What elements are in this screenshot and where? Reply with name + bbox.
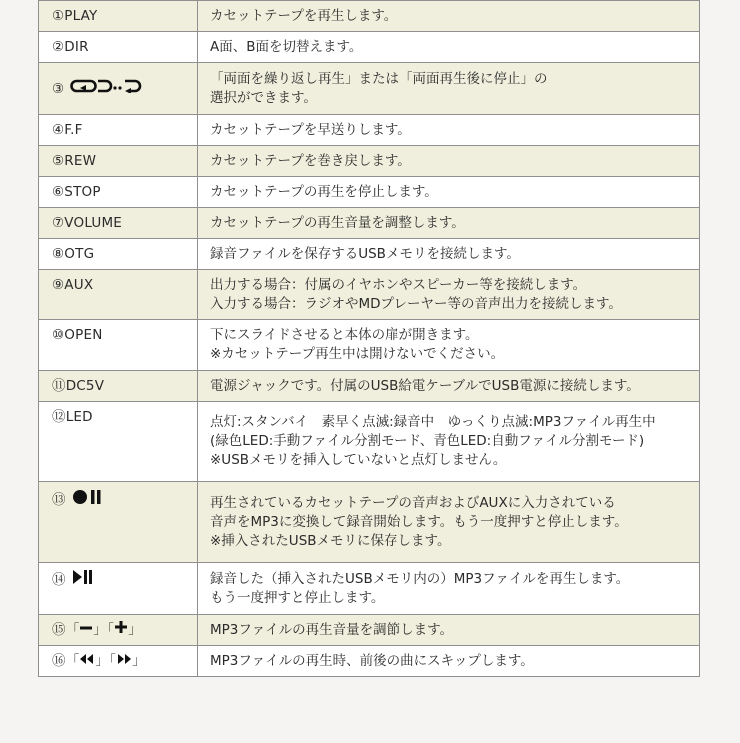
row-label: ⑯ (52, 652, 66, 669)
row-label: ⑥STOP (39, 177, 198, 208)
row-label: ②DIR (39, 32, 198, 63)
row-description: 「両面を繰り返し再生」または「両面再生後に停止」の 選択ができます。 (198, 63, 700, 115)
row-description: 点灯:スタンバイ 素早く点滅:録音中 ゆっくり点滅:MP3ファイル再生中 (緑色LED:手動ファイル分割モード、青色LED:自動ファイル分割モード) ※USBメモリを挿入していないと点灯しません。 (198, 402, 700, 482)
row-label-cell (39, 646, 198, 677)
row-label-cell (39, 63, 198, 115)
table-row (39, 371, 700, 402)
row-label: ⑭ (52, 572, 66, 588)
table-row (39, 482, 700, 563)
minus-icon (79, 622, 93, 638)
function-table (38, 0, 700, 677)
table-row (39, 239, 700, 270)
row-description: 下にスライドさせると本体の扉が開きます。 ※カセットテープ再生中は開けないでください。 (198, 320, 700, 371)
row-description: MP3ファイルの再生時、前後の曲にスキップします。 (198, 646, 700, 677)
table-row (39, 320, 700, 371)
table-row (39, 615, 700, 646)
play-pause-icon (72, 569, 94, 591)
table-row (39, 208, 700, 239)
previous-track-icon (79, 653, 95, 669)
row-label-cell (39, 615, 198, 646)
row-label: ⑬ (52, 492, 66, 508)
plus-icon (114, 622, 128, 638)
record-pause-icon (72, 488, 104, 512)
table-row (39, 402, 700, 482)
row-label: ⑤REW (39, 146, 198, 177)
row-description: A面、B面を切替えます。 (198, 32, 700, 63)
row-label: ⑨AUX (39, 270, 198, 320)
table-row (39, 563, 700, 615)
row-description: 録音ファイルを保存するUSBメモリを接続します。 (198, 239, 700, 270)
bracket-open: 「 (65, 622, 80, 638)
next-track-icon (116, 653, 132, 669)
row-label: ⑦VOLUME (39, 208, 198, 239)
bracket-open: 「 (109, 652, 117, 669)
row-label: ⑮ (52, 622, 66, 638)
row-description: 録音した（挿入されたUSBメモリ内の）MP3ファイルを再生します。 もう一度押すと停止します。 (198, 563, 700, 615)
row-description: カセットテープの再生音量を調整します。 (198, 208, 700, 239)
table-row (39, 146, 700, 177)
loop-reverse-icon (70, 79, 146, 99)
table-row (39, 177, 700, 208)
row-label-cell (39, 563, 198, 615)
row-description: カセットテープを早送りします。 (198, 115, 700, 146)
row-description: MP3ファイルの再生音量を調節します。 (198, 615, 700, 646)
table-row (39, 646, 700, 677)
bracket-close: 」 (93, 622, 108, 638)
row-description: 電源ジャックです。付属のUSB給電ケーブルでUSB電源に接続します。 (198, 371, 700, 402)
table-row (39, 32, 700, 63)
bracket-close: 」 (95, 652, 110, 669)
row-label: ⑫LED (39, 402, 198, 482)
row-label-cell (39, 482, 198, 563)
row-description: カセットテープを巻き戻します。 (198, 146, 700, 177)
bracket-open: 「 (65, 652, 80, 669)
table-row (39, 1, 700, 32)
bracket-open: 「 (107, 622, 115, 638)
table-row (39, 115, 700, 146)
row-description: 再生されているカセットテープの音声およびAUXに入力されている 音声をMP3に変換して録音開始します。もう一度押すと停止します。 ※挿入されたUSBメモリに保存します。 (198, 482, 700, 563)
table-row (39, 270, 700, 320)
row-label: ④F.F (39, 115, 198, 146)
bracket-close: 」 (128, 622, 142, 638)
row-label: ③ (52, 80, 65, 97)
row-label: ⑩OPEN (39, 320, 198, 371)
row-label: ①PLAY (39, 1, 198, 32)
table-row (39, 63, 700, 115)
row-label: ⑪DC5V (39, 371, 198, 402)
row-description: カセットテープの再生を停止します。 (198, 177, 700, 208)
row-description: 出力する場合：付属のイヤホンやスピーカー等を接続します。 入力する場合：ラジオやMDプレーヤー等の音声出力を接続します。 (198, 270, 700, 320)
row-description: カセットテープを再生します。 (198, 1, 700, 32)
row-label: ⑧OTG (39, 239, 198, 270)
bracket-close: 」 (132, 652, 146, 669)
